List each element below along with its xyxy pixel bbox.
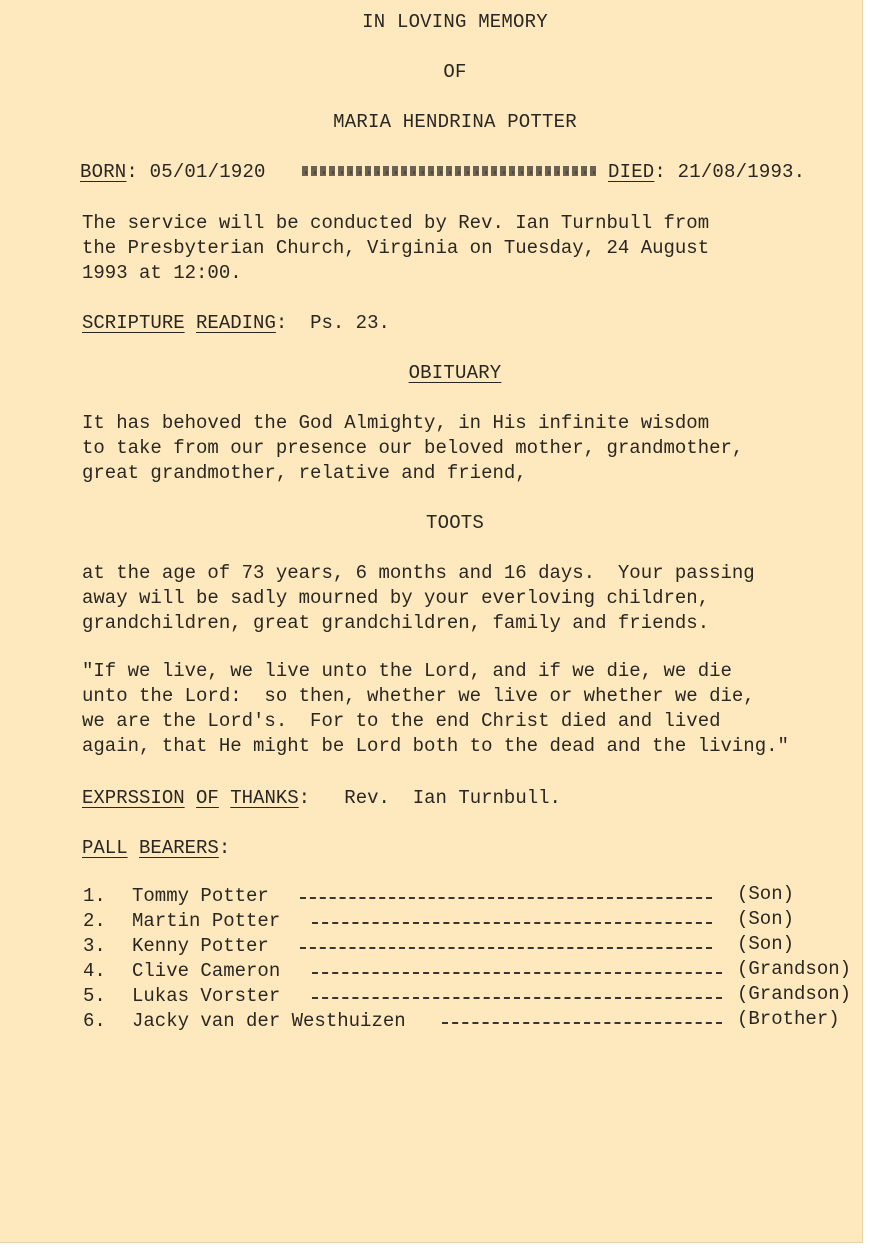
obituary-heading [0,361,870,386]
obituary-line-6: grandchildren, great grandchildren, family and friends. [82,612,710,634]
pall-bearer-number: 2. [83,910,106,932]
scripture-label-a: SCRIPTURE [82,312,185,334]
pall-bearer-relation: (Son) [737,883,795,905]
pall-bearer-number: 3. [83,935,106,957]
scripture-reading [82,311,390,336]
star-divider-detail [302,171,599,174]
obituary-line-2: to take from our presence our beloved mother, grandmother, [82,437,744,459]
scripture-colon: : [275,312,288,334]
thanks-value: Rev. Ian Turnbull. [344,787,561,809]
expression-of-thanks [82,786,561,811]
died-date: : 21/08/1993. [654,161,806,183]
heading-of: OF [443,61,467,83]
pall-bearer-relation: (Grandson) [737,958,852,980]
died-label: DIED [608,161,655,183]
heading-in-loving-memory: IN LOVING MEMORY [362,11,548,33]
obituary-line-4: at the age of 73 years, 6 months and 16 days. Your passing [82,562,755,584]
quote-line-2: unto the Lord: so then, whether we live or whether we die, [82,685,755,707]
scripture-value: Ps. 23. [310,312,390,334]
quote-line-3: we are the Lord's. For to the end Christ died and lived [82,710,721,732]
pall-bearer-relation: (Son) [737,908,795,930]
nickname: TOOTS [425,512,484,534]
born-line [80,160,266,185]
thanks-colon: : [298,787,311,809]
pall-label-b: BEARERS [139,837,219,859]
obituary-heading-text: OBITUARY [408,362,502,384]
thanks-label-c: THANKS [230,787,299,809]
quote-line-4: again, that He might be Lord both to the dead and the living." [82,735,789,757]
obituary-line-1: It has behoved the God Almighty, in His infinite wisdom [82,412,710,434]
leader-dashes [300,947,712,949]
scripture-label-b: READING [196,312,276,334]
leader-dashes [312,997,722,999]
leader-dashes [442,1022,722,1024]
pall-bearer-relation: (Son) [737,933,795,955]
died-line [608,160,805,185]
pall-bearer-name: Tommy Potter [132,885,269,907]
leader-dashes [312,972,722,974]
born-date: : 05/01/1920 [126,161,266,183]
pall-bearer-name: Jacky van der Westhuizen [132,1010,406,1032]
pall-bearer-relation: (Grandson) [737,983,852,1005]
thanks-label-b: OF [196,787,219,809]
obituary-line-5: away will be sadly mourned by your everloving children, [82,587,710,609]
service-line-2: the Presbyterian Church, Virginia on Tuesday, 24 August [82,237,710,259]
service-line-1: The service will be conducted by Rev. Ian Turnbull from [82,212,710,234]
pall-bearer-name: Lukas Vorster [132,985,281,1007]
pall-bearer-name: Martin Potter [132,910,281,932]
leader-dashes [312,922,712,924]
pall-colon: : [218,837,231,859]
pall-bearer-name: Kenny Potter [132,935,269,957]
obituary-line-3: great grandmother, relative and friend, [82,462,527,484]
service-line-3: 1993 at 12:00. [82,262,242,284]
leader-dashes [300,897,712,899]
deceased-name: MARIA HENDRINA POTTER [333,111,577,133]
pall-bearer-number: 1. [83,885,106,907]
pall-bearer-number: 5. [83,985,106,1007]
pall-label-a: PALL [82,837,128,859]
pall-bearer-relation: (Brother) [737,1008,840,1030]
pall-bearer-number: 6. [83,1010,106,1032]
pall-bearer-number: 4. [83,960,106,982]
pall-bearers-heading [82,836,230,861]
born-label: BORN [80,161,127,183]
thanks-label-a: EXPRSSION [82,787,185,809]
quote-line-1: "If we live, we live unto the Lord, and if we die, we die [82,660,732,682]
pall-bearer-name: Clive Cameron [132,960,281,982]
